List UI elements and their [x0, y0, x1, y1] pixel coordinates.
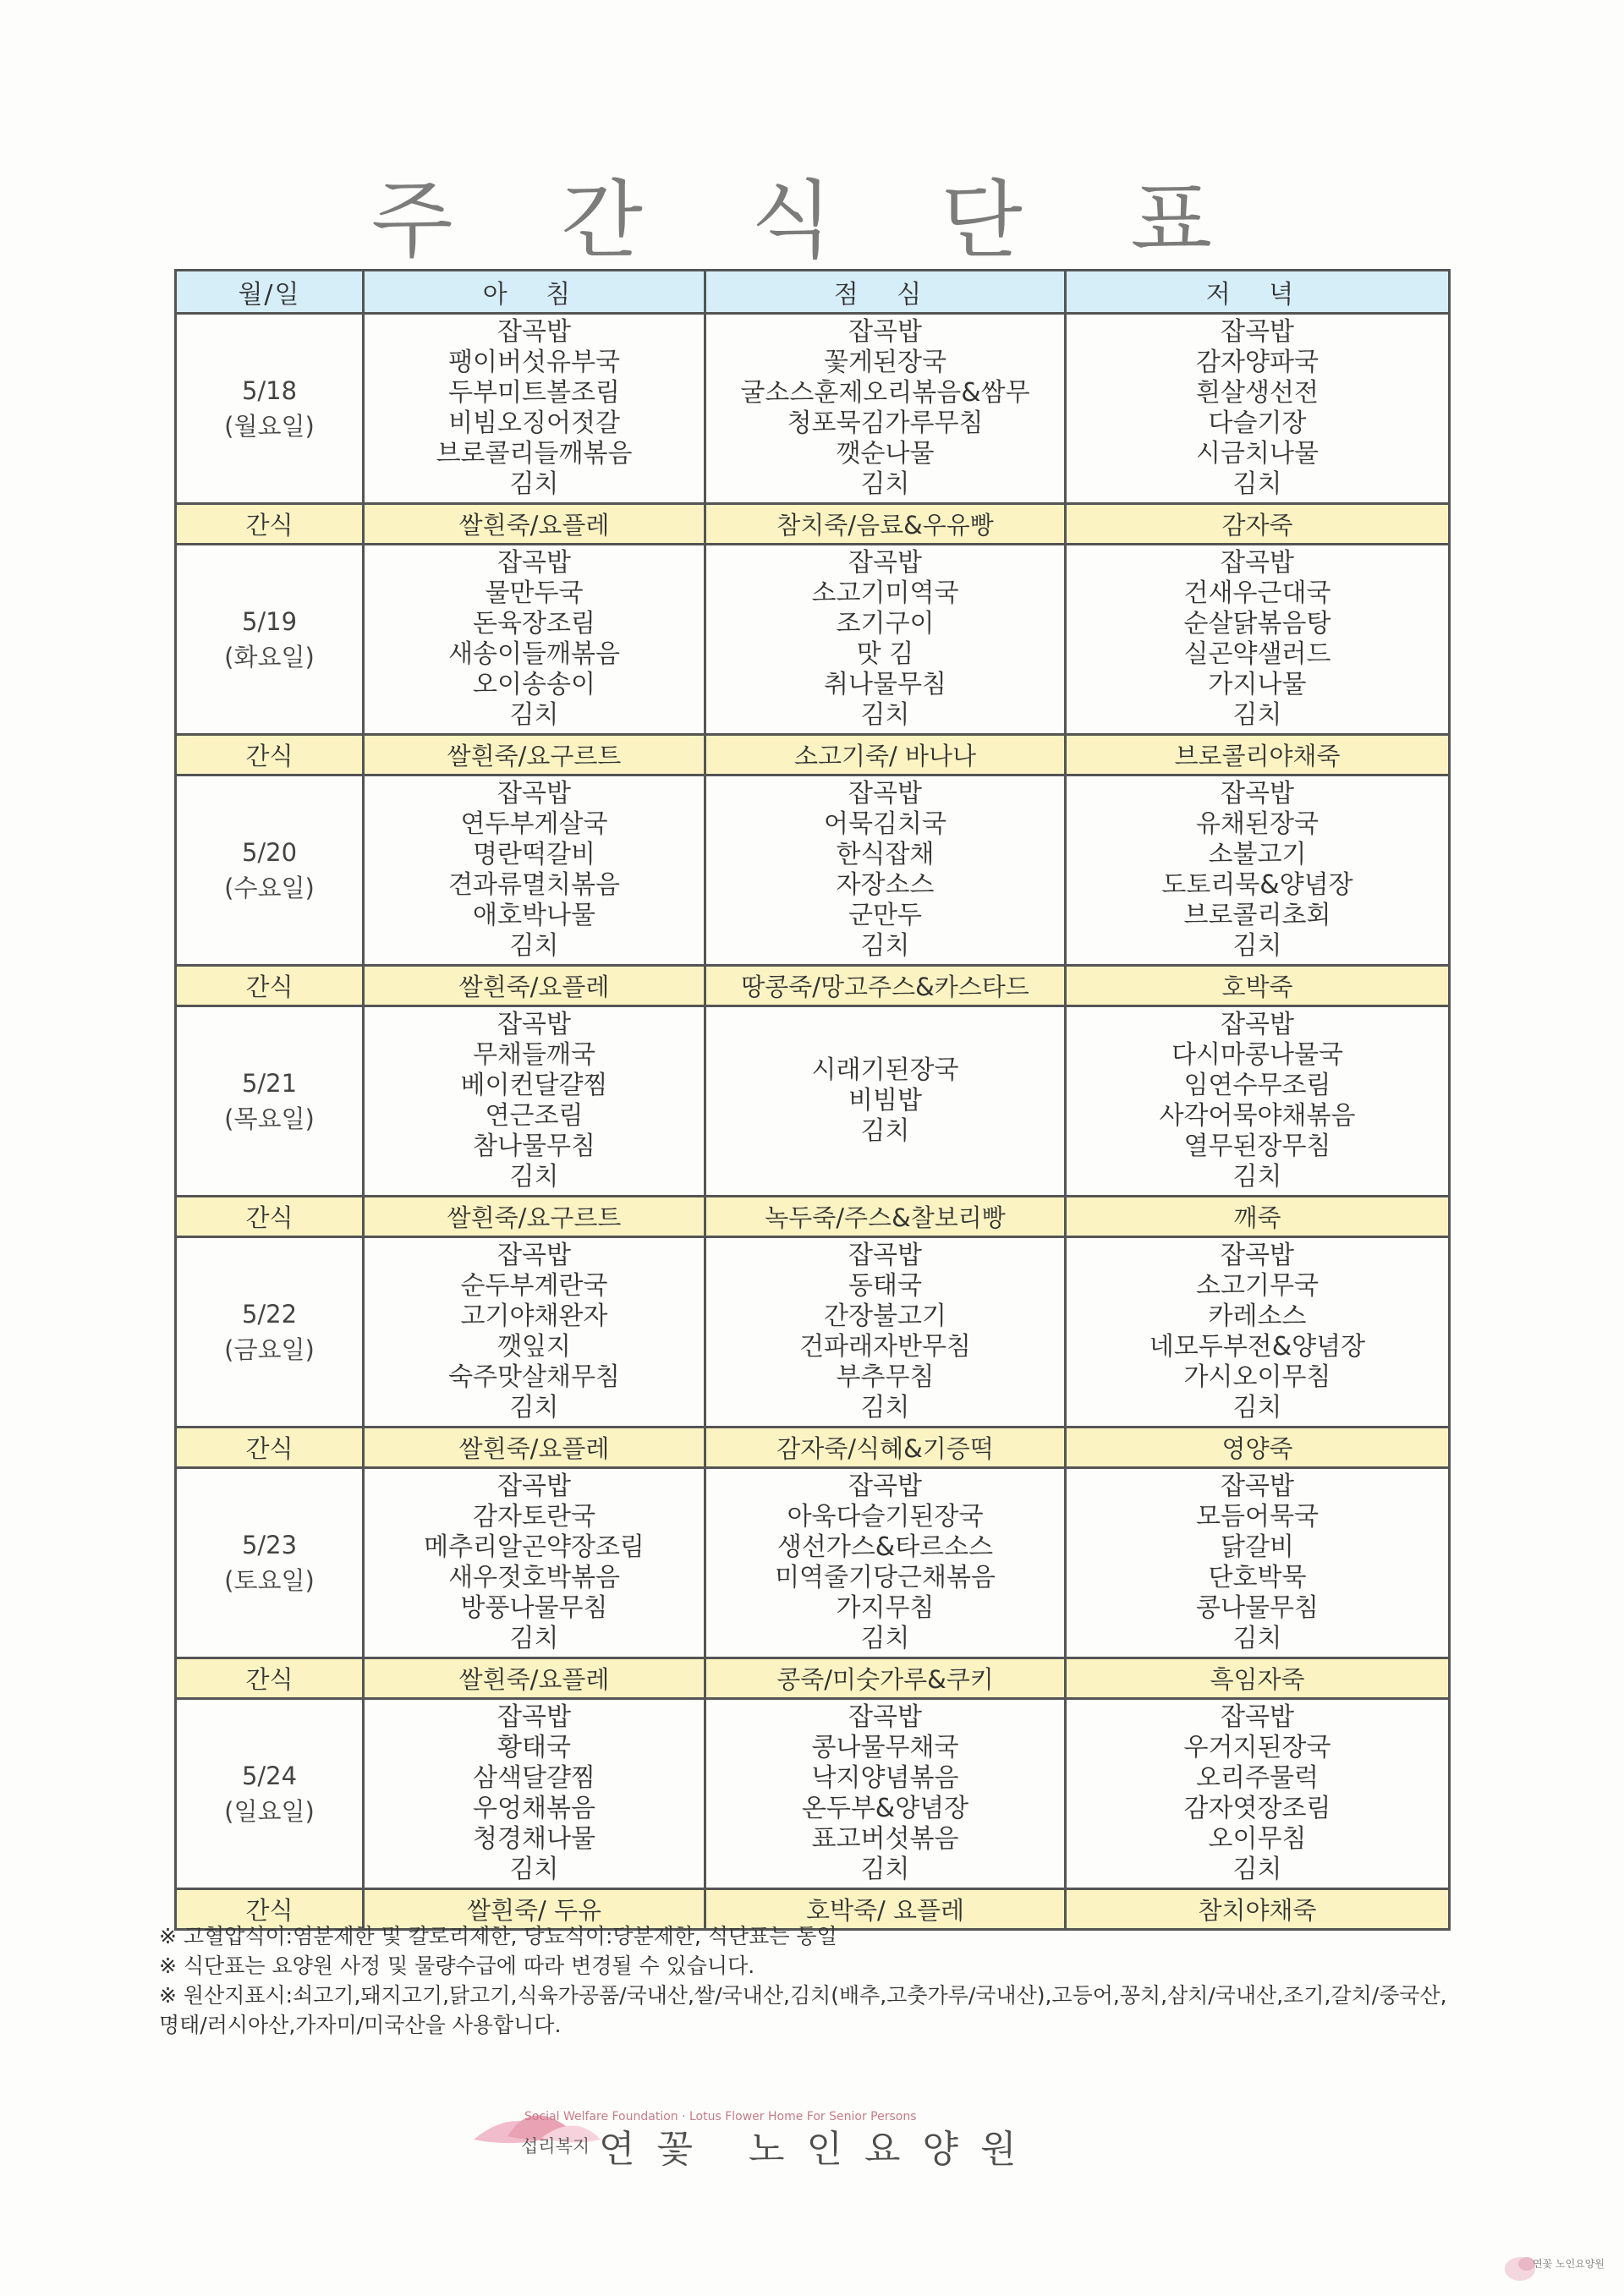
menu-item: 연두부게살국	[460, 809, 608, 839]
menu-item: 다시마콩나물국	[1171, 1040, 1343, 1070]
snack-label: 간식	[176, 1658, 364, 1699]
menu-item: 소불고기	[1208, 840, 1307, 869]
menu-item: 김치	[860, 700, 910, 730]
snack-item: 쌀흰죽/ 두유	[364, 1889, 705, 1930]
menu-item: 깻순나물	[836, 439, 935, 469]
menu-item: 잡곡밥	[1221, 548, 1294, 578]
menu-item: 건새우근대국	[1183, 578, 1331, 608]
menu-item: 잡곡밥	[848, 1471, 922, 1501]
menu-item: 잡곡밥	[497, 1702, 571, 1732]
menu-item: 잡곡밥	[1221, 1471, 1294, 1501]
snack-label: 간식	[176, 504, 364, 545]
snack-item: 참치야채죽	[1066, 1889, 1450, 1930]
menu-item: 순두부계란국	[460, 1271, 608, 1301]
menu-item: 김치	[1232, 1624, 1282, 1653]
snack-label: 간식	[176, 1197, 364, 1237]
breakfast-cell	[364, 1468, 705, 1658]
snack-row	[176, 1658, 1450, 1699]
menu-item: 자장소스	[836, 870, 935, 900]
menu-item: 팽이버섯유부국	[448, 348, 620, 377]
menu-item: 숙주맛살채무침	[448, 1362, 620, 1392]
menu-item: 시래기된장국	[811, 1055, 959, 1085]
menu-item: 김치	[509, 1393, 559, 1422]
breakfast-cell	[364, 545, 705, 735]
menu-item: 사각어묵야채볶음	[1159, 1101, 1356, 1131]
snack-item: 영양죽	[1066, 1427, 1450, 1468]
snack-label: 간식	[176, 966, 364, 1006]
menu-body	[176, 314, 1450, 1930]
day-row	[176, 1699, 1450, 1889]
menu-item: 연근조림	[485, 1101, 584, 1131]
menu-item: 감자양파국	[1196, 348, 1319, 377]
menu-item: 청경채나물	[473, 1824, 595, 1854]
menu-item: 비빔오징어젓갈	[448, 408, 620, 438]
menu-item: 메추리알곤약장조림	[424, 1532, 645, 1562]
menu-item: 잡곡밥	[497, 1241, 571, 1270]
snack-item: 감자죽	[1066, 504, 1450, 545]
menu-item: 김치	[1232, 700, 1282, 730]
snack-item: 브로콜리야채죽	[1066, 735, 1450, 775]
menu-item: 오이무침	[1208, 1824, 1307, 1854]
snack-row	[176, 966, 1450, 1006]
header-dinner: 저 녁	[1066, 271, 1450, 314]
snack-item: 쌀흰죽/요플레	[364, 1658, 705, 1699]
menu-item: 우거지된장국	[1183, 1733, 1331, 1762]
menu-item: 단호박묵	[1208, 1563, 1307, 1592]
menu-item: 새송이들깨볶음	[448, 639, 620, 669]
note-change: ※ 식단표는 요양원 사정 및 물량수급에 따라 변경될 수 있습니다.	[159, 1954, 755, 1978]
weekday-label: (수요일)	[224, 874, 315, 902]
menu-item: 잡곡밥	[848, 1702, 922, 1732]
menu-item: 우엉채볶음	[473, 1794, 595, 1823]
day-row	[176, 314, 1450, 504]
snack-item: 감자죽/식혜&기증떡	[705, 1427, 1066, 1468]
menu-item: 가시오이무침	[1183, 1362, 1331, 1392]
menu-item: 소고기무국	[1196, 1271, 1319, 1301]
footer-facility-name: 연꽃 노인요양원	[599, 2128, 1039, 2171]
menu-item: 물만두국	[485, 578, 584, 608]
menu-item: 잡곡밥	[1221, 1702, 1294, 1732]
breakfast-cell	[364, 1699, 705, 1889]
menu-item: 김치	[860, 1855, 910, 1884]
day-row	[176, 775, 1450, 966]
menu-item: 아욱다슬기된장국	[787, 1502, 984, 1532]
lunch-cell	[705, 775, 1066, 966]
menu-item: 참나물무침	[473, 1132, 595, 1161]
dinner-cell	[1066, 1006, 1450, 1197]
menu-item: 잡곡밥	[497, 779, 571, 808]
breakfast-cell	[364, 314, 705, 504]
notes	[159, 1921, 1453, 2040]
menu-item: 오리주물럭	[1196, 1763, 1319, 1793]
snack-row	[176, 1197, 1450, 1237]
menu-item: 김치	[509, 1855, 559, 1884]
note-origin: ※ 원산지표시:쇠고기,돼지고기,닭고기,식육가공품/국내산,쌀/국내산,김치(배추,고춧가루/국내산),고등어,꽁치,삼치/국내산,조기,갈치/중국산,명태/러시아산,가자미/미국산을 사용합니다.	[159, 1983, 1447, 2037]
menu-item: 군만두	[848, 901, 922, 930]
date-cell	[176, 1468, 364, 1658]
menu-item: 명란떡갈비	[473, 840, 595, 869]
menu-item: 잡곡밥	[1221, 1010, 1294, 1039]
menu-item: 순살닭볶음탕	[1183, 609, 1331, 638]
snack-row	[176, 1427, 1450, 1468]
snack-item: 소고기죽/ 바나나	[705, 735, 1066, 775]
footer-prefix: 섭리복지	[521, 2136, 590, 2156]
menu-item: 김치	[509, 931, 559, 961]
menu-item: 잡곡밥	[1221, 317, 1294, 347]
menu-item: 소고기미역국	[811, 578, 959, 608]
header-date: 월/일	[176, 271, 364, 314]
weekday-label: (토요일)	[224, 1566, 315, 1595]
menu-item: 김치	[860, 469, 910, 499]
menu-item: 낙지양념볶음	[811, 1763, 959, 1793]
menu-item: 가지나물	[1208, 670, 1307, 699]
dinner-cell	[1066, 1468, 1450, 1658]
menu-item: 열무된장무침	[1183, 1132, 1331, 1161]
menu-item: 건파래자반무침	[799, 1332, 971, 1362]
snack-item: 쌀흰죽/요구르트	[364, 1197, 705, 1237]
menu-item: 김치	[860, 1116, 910, 1146]
menu-item: 베이컨달걀찜	[460, 1071, 608, 1100]
menu-item: 잡곡밥	[497, 1471, 571, 1501]
weekly-menu-table	[174, 269, 1451, 1931]
date-cell	[176, 1006, 364, 1197]
day-row	[176, 1006, 1450, 1197]
menu-item: 콩나물무침	[1196, 1593, 1319, 1623]
dinner-cell	[1066, 1237, 1450, 1427]
snack-item: 쌀흰죽/요구르트	[364, 735, 705, 775]
menu-item: 감자엿장조림	[1183, 1794, 1331, 1823]
menu-item: 한식잡채	[836, 840, 935, 869]
day-row	[176, 1468, 1450, 1658]
snack-item: 쌀흰죽/요플레	[364, 504, 705, 545]
dinner-cell	[1066, 314, 1450, 504]
menu-item: 무채들깨국	[473, 1040, 595, 1070]
menu-item: 잡곡밥	[848, 779, 922, 808]
date-cell	[176, 1699, 364, 1889]
menu-item: 감자토란국	[473, 1502, 595, 1532]
menu-item: 삼색달걀찜	[473, 1763, 595, 1793]
lunch-cell	[705, 1006, 1066, 1197]
snack-item: 녹두죽/주스&찰보리빵	[705, 1197, 1066, 1237]
menu-item: 브로콜리초회	[1183, 901, 1331, 930]
menu-item: 실곤약샐러드	[1183, 639, 1331, 669]
corner-logo-text: 연꽃 노인요양원	[1533, 2258, 1605, 2270]
menu-item: 맛 김	[856, 639, 914, 669]
weekday-label: (일요일)	[224, 1797, 315, 1826]
date-cell	[176, 1237, 364, 1427]
snack-item: 쌀흰죽/요플레	[364, 1427, 705, 1468]
menu-item: 미역줄기당근채볶음	[775, 1563, 996, 1592]
menu-item: 유채된장국	[1196, 809, 1319, 839]
table-header-row	[176, 271, 1450, 314]
date-label: 5/20	[241, 838, 298, 867]
page-title: 주 간 식 단 표	[370, 171, 1254, 270]
header-lunch: 점 심	[705, 271, 1066, 314]
menu-item: 브로콜리들깨볶음	[436, 439, 633, 469]
menu-item: 잡곡밥	[1221, 1241, 1294, 1270]
menu-item: 새우젓호박볶음	[448, 1563, 620, 1592]
menu-item: 잡곡밥	[497, 317, 571, 347]
menu-item: 닭갈비	[1221, 1532, 1294, 1562]
breakfast-cell	[364, 1237, 705, 1427]
snack-item: 호박죽/ 요플레	[705, 1889, 1066, 1930]
menu-item: 생선가스&타르소스	[776, 1532, 994, 1562]
lunch-cell	[705, 545, 1066, 735]
menu-item: 굴소스훈제오리볶음&쌈무	[740, 378, 1030, 408]
snack-label: 간식	[176, 1427, 364, 1468]
menu-item: 꽃게된장국	[824, 348, 946, 377]
menu-item: 콩나물무채국	[811, 1733, 959, 1762]
menu-item: 황태국	[497, 1733, 571, 1762]
menu-item: 오이송송이	[473, 670, 595, 699]
menu-item: 비빔밥	[848, 1086, 922, 1115]
day-row	[176, 545, 1450, 735]
menu-item: 김치	[1232, 931, 1282, 961]
date-label: 5/23	[241, 1531, 298, 1559]
date-label: 5/24	[241, 1762, 298, 1790]
menu-item: 간장불고기	[824, 1301, 946, 1331]
breakfast-cell	[364, 775, 705, 966]
menu-item: 도토리묵&양념장	[1161, 870, 1353, 900]
snack-item: 콩죽/미숫가루&쿠키	[705, 1658, 1066, 1699]
date-cell	[176, 775, 364, 966]
dinner-cell	[1066, 1699, 1450, 1889]
snack-row	[176, 504, 1450, 545]
date-label: 5/22	[241, 1300, 298, 1329]
snack-item: 쌀흰죽/요플레	[364, 966, 705, 1006]
menu-item: 임연수무조림	[1183, 1071, 1331, 1100]
snack-item: 호박죽	[1066, 966, 1450, 1006]
menu-item: 김치	[860, 931, 910, 961]
lunch-cell	[705, 1237, 1066, 1427]
menu-item: 잡곡밥	[497, 1010, 571, 1039]
menu-item: 네모두부전&양념장	[1149, 1332, 1366, 1362]
weekday-label: (목요일)	[224, 1104, 315, 1133]
menu-item: 표고버섯볶음	[811, 1824, 959, 1854]
weekday-label: (월요일)	[224, 412, 315, 441]
menu-item: 고기야채완자	[460, 1301, 608, 1331]
menu-item: 어묵김치국	[824, 809, 946, 839]
menu-item: 조기구이	[836, 609, 935, 638]
menu-item: 김치	[1232, 1855, 1282, 1884]
header-breakfast: 아 침	[364, 271, 705, 314]
lunch-cell	[705, 1699, 1066, 1889]
menu-item: 김치	[509, 1624, 559, 1653]
menu-item: 김치	[1232, 1162, 1282, 1192]
menu-item: 카레소스	[1208, 1301, 1307, 1331]
menu-item: 잡곡밥	[497, 548, 571, 578]
menu-item: 김치	[1232, 1393, 1282, 1422]
menu-item: 잡곡밥	[848, 317, 922, 347]
menu-item: 견과류멸치볶음	[448, 870, 620, 900]
footer-foundation-text: Social Welfare Foundation · Lotus Flower Home For Senior Persons	[524, 2110, 917, 2123]
menu-item: 애호박나물	[473, 901, 595, 930]
dinner-cell	[1066, 545, 1450, 735]
menu-item: 두부미트볼조림	[448, 378, 620, 408]
lunch-cell	[705, 1468, 1066, 1658]
menu-item: 김치	[509, 469, 559, 499]
snack-label: 간식	[176, 1889, 364, 1930]
menu-item: 돈육장조림	[473, 609, 595, 638]
menu-item: 깻잎지	[497, 1332, 571, 1362]
dinner-cell	[1066, 775, 1450, 966]
menu-item: 흰살생선전	[1196, 378, 1319, 408]
snack-item: 깨죽	[1066, 1197, 1450, 1237]
snack-item: 참치죽/음료&우유빵	[705, 504, 1066, 545]
menu-item: 취나물무침	[824, 670, 946, 699]
breakfast-cell	[364, 1006, 705, 1197]
menu-item: 가지무침	[836, 1593, 935, 1623]
menu-item: 청포묵김가루무침	[787, 408, 984, 438]
weekday-label: (금요일)	[224, 1335, 315, 1364]
date-cell	[176, 545, 364, 735]
menu-item: 김치	[860, 1393, 910, 1422]
menu-item: 온두부&양념장	[801, 1794, 969, 1823]
date-label: 5/19	[241, 607, 298, 636]
menu-item: 잡곡밥	[848, 548, 922, 578]
menu-item: 김치	[1232, 469, 1282, 499]
menu-item: 김치	[509, 1162, 559, 1192]
menu-item: 김치	[509, 700, 559, 730]
date-label: 5/18	[241, 376, 298, 405]
menu-item: 잡곡밥	[1221, 779, 1294, 808]
snack-row	[176, 735, 1450, 775]
menu-item: 방풍나물무침	[460, 1593, 608, 1623]
snack-item: 땅콩죽/망고주스&카스타드	[705, 966, 1066, 1006]
menu-item: 동태국	[848, 1271, 922, 1301]
menu-item: 시금치나물	[1196, 439, 1319, 469]
menu-item: 잡곡밥	[848, 1241, 922, 1270]
date-cell	[176, 314, 364, 504]
menu-item: 부추무침	[836, 1362, 935, 1392]
snack-label: 간식	[176, 735, 364, 775]
lunch-cell	[705, 314, 1066, 504]
weekday-label: (화요일)	[224, 643, 315, 671]
note-diet: ※ 고혈압식이:염분제한 및 칼로리제한, 당뇨식이:당분제한, 식단표는 동일	[159, 1924, 837, 1948]
snack-item: 흑임자죽	[1066, 1658, 1450, 1699]
menu-item: 김치	[860, 1624, 910, 1653]
day-row	[176, 1237, 1450, 1427]
menu-item: 다슬기장	[1208, 408, 1307, 438]
date-label: 5/21	[241, 1069, 298, 1098]
menu-item: 모듬어묵국	[1196, 1502, 1319, 1532]
